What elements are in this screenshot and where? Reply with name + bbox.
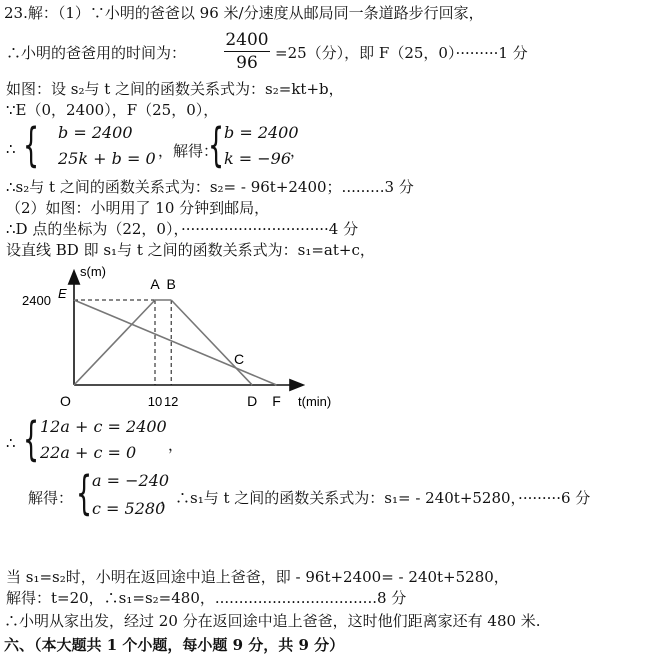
solve-label: 解得： bbox=[28, 489, 74, 507]
line-2-suffix: =25（分），即 F（25，0）·········1 分 bbox=[275, 44, 528, 62]
fraction bbox=[224, 30, 270, 73]
point-label-B: B bbox=[166, 276, 176, 292]
result-1: b = 2400 bbox=[224, 123, 299, 142]
line-segment-BD bbox=[171, 300, 252, 385]
x-axis-label: t(min) bbox=[298, 394, 332, 409]
result-2: k = −96 bbox=[224, 149, 292, 168]
x-tick-label: 10 bbox=[147, 394, 163, 409]
line-8: 设直线 BD 即 s₁与 t 之间的函数关系式为：s₁=at+c， bbox=[6, 241, 375, 259]
section-heading: 六、（本大题共 1 个小题，每小题 9 分，共 9 分） bbox=[4, 636, 345, 654]
therefore-sign: ∴ bbox=[6, 140, 16, 158]
result-2: c = 5280 bbox=[92, 499, 166, 518]
point-label-C: C bbox=[234, 351, 245, 367]
line-3: 如图：设 s₂与 t 之间的函数关系式为：s₂=kt+b， bbox=[6, 80, 344, 98]
comma: ， bbox=[168, 436, 184, 454]
line-7: ∴D 点的坐标为（22，0），·······························4 分 bbox=[6, 220, 359, 238]
distance-time-graph bbox=[20, 262, 350, 422]
point-label-O: O bbox=[60, 393, 71, 409]
solve-label: ，解得： bbox=[158, 142, 219, 160]
brace-left: { bbox=[23, 118, 40, 172]
line-10: 解得：t=20，∴s₁=s₂=480，..................................8 分 bbox=[6, 589, 407, 607]
fraction-denominator: 96 bbox=[236, 53, 258, 73]
equation-1: 12a + c = 2400 bbox=[40, 417, 167, 436]
result-1: a = −240 bbox=[92, 471, 170, 490]
therefore-sign: ∴ bbox=[6, 434, 16, 452]
line-6: （2）如图：小明用了 10 分钟到邮局， bbox=[6, 199, 270, 217]
point-label-D: D bbox=[247, 393, 258, 409]
point-label-E: E bbox=[58, 286, 67, 301]
line-segment-OA bbox=[74, 300, 155, 385]
line-2-prefix: ∴小明的爸爸用的时间为： bbox=[6, 44, 187, 62]
comma: ， bbox=[290, 142, 306, 160]
line-4: ∵E（0，2400），F（25，0）， bbox=[6, 101, 219, 119]
equation-2: 22a + c = 0 bbox=[40, 443, 137, 462]
line-1: 23.解：（1）∵小明的爸爸以 96 米/分速度从邮局同一条道路步行回家， bbox=[4, 4, 484, 22]
line-segment-EF bbox=[74, 300, 277, 385]
x-tick-label: 12 bbox=[163, 394, 179, 409]
fraction-numerator: 2400 bbox=[225, 30, 269, 50]
brace-left: { bbox=[76, 466, 93, 520]
point-label-F: F bbox=[272, 393, 281, 409]
y-axis-label: s(m) bbox=[80, 264, 106, 279]
equation-2: 25k + b = 0 bbox=[58, 149, 156, 168]
y-tick-label: 2400 bbox=[22, 293, 51, 308]
line-9: 当 s₁=s₂时，小明在返回途中追上爸爸，即 - 96t+2400= - 240t+5280， bbox=[6, 568, 509, 586]
brace-left: { bbox=[208, 118, 225, 172]
point-label-A: A bbox=[150, 276, 160, 292]
line-11: ∴小明从家出发，经过 20 分在返回途中追上爸爸，这时他们距离家还有 480 米. bbox=[4, 612, 541, 630]
line-s1-function: ，∴s₁与 t 之间的函数关系式为：s₁= - 240t+5280，·········6 分 bbox=[160, 489, 591, 507]
brace-left: { bbox=[23, 412, 40, 466]
equation-1: b = 2400 bbox=[58, 123, 133, 142]
line-5: ∴s₂与 t 之间的函数关系式为：s₂= - 96t+2400；.........3 分 bbox=[6, 178, 414, 196]
